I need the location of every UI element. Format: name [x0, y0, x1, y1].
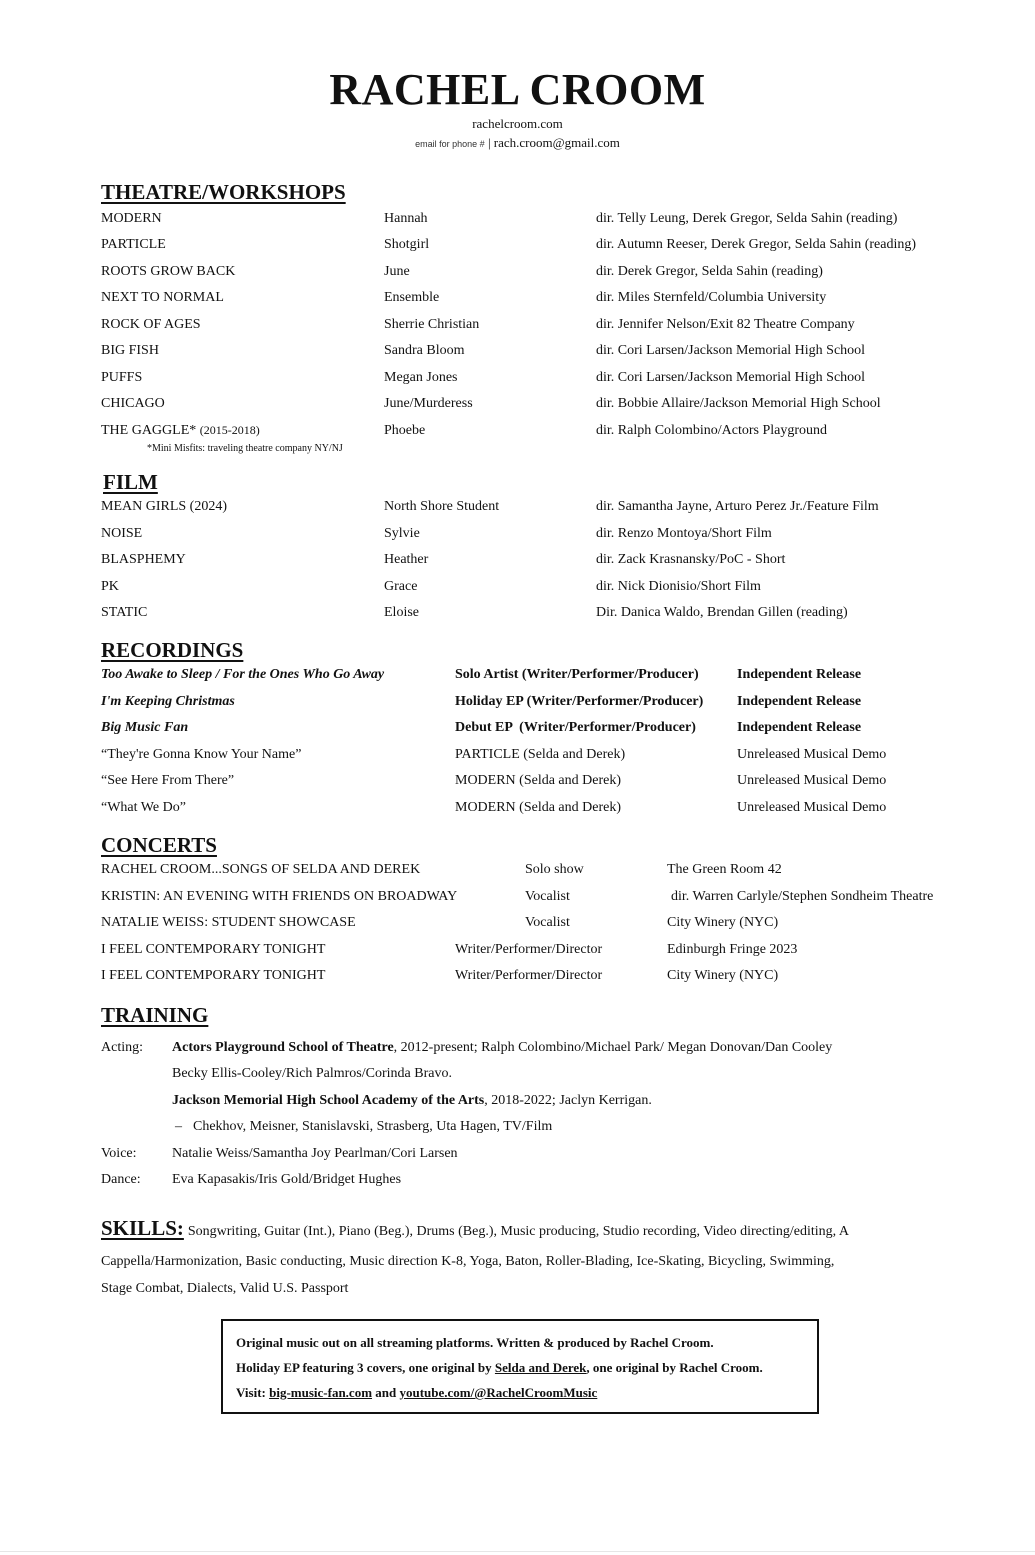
contact-line [0, 135, 1035, 151]
selda-derek-link[interactable]: Selda and Derek [494, 1360, 587, 1375]
training-acting-row [0, 1066, 1035, 1086]
theatre-director: dir. Jennifer Nelson/Exit 82 Theatre Company [596, 317, 855, 332]
concert-row [0, 968, 1035, 988]
recording-title: Too Awake to Sleep / For the Ones Who Go Away [101, 667, 385, 682]
concert-role: Writer/Performer/Director [455, 968, 603, 983]
theatre-row [0, 370, 1035, 390]
film-title: BLASPHEMY [101, 552, 186, 567]
notice-and: and [372, 1385, 400, 1400]
theatre-row [0, 264, 1035, 284]
music-notice-box [221, 1319, 819, 1414]
film-role: Heather [384, 552, 429, 567]
training-acting-row [0, 1040, 1035, 1060]
training-acting-row [0, 1093, 1035, 1113]
film-title: NOISE [101, 526, 143, 541]
film-role: North Shore Student [384, 499, 500, 514]
dance-teachers: Eva Kapasakis/Iris Gold/Bridget Hughes [172, 1172, 402, 1187]
film-row [0, 499, 1035, 519]
concert-row [0, 915, 1035, 935]
concert-title: KRISTIN: AN EVENING WITH FRIENDS ON BROADWAY [101, 889, 458, 904]
voice-teachers: Natalie Weiss/Samantha Joy Pearlman/Cori Larsen [172, 1146, 458, 1161]
notice-line-1: Original music out on all streaming platforms. Written & produced by Rachel Croom. [236, 1335, 714, 1350]
recording-release: Independent Release [737, 694, 862, 709]
theatre-role: Megan Jones [384, 370, 458, 385]
notice-line-2 [236, 1360, 763, 1376]
recording-title: “They're Gonna Know Your Name” [101, 747, 302, 762]
recording-release: Unreleased Musical Demo [737, 800, 887, 815]
big-music-fan-link[interactable]: big-music-fan.com [269, 1385, 373, 1400]
concert-venue: The Green Room 42 [667, 862, 782, 877]
acting-school-2: Jackson Memorial High School Academy of the Arts [172, 1093, 485, 1108]
concert-role: Vocalist [525, 889, 570, 904]
film-row [0, 526, 1035, 546]
notice-line-2-end: , one original by Rachel Croom. [586, 1360, 763, 1375]
acting-methods: Chekhov, Meisner, Stanislavski, Strasberg, Uta Hagen, TV/Film [193, 1119, 553, 1134]
notice-visit-label: Visit: [236, 1385, 270, 1400]
recording-release: Unreleased Musical Demo [737, 773, 887, 788]
theatre-role: Sherrie Christian [384, 317, 480, 332]
recording-title: Big Music Fan [101, 720, 189, 735]
theatre-row [0, 396, 1035, 416]
concert-row [0, 862, 1035, 882]
recording-row [0, 800, 1035, 820]
skills-text-1: Songwriting, Guitar (Int.), Piano (Beg.), Drums (Beg.), Music producing, Studio recording, Video directing/editing, A [187, 1224, 849, 1239]
recording-credit: Holiday EP (Writer/Performer/Producer) [455, 694, 704, 709]
theatre-footnote: *Mini Misfits: traveling theatre company NY/NJ [147, 443, 343, 454]
acting-detail [172, 1093, 652, 1109]
theatre-role: Hannah [384, 211, 428, 226]
film-role: Grace [384, 579, 418, 594]
notice-line-2-start: Holiday EP featuring 3 covers, one original by [236, 1360, 495, 1375]
theatre-title: PARTICLE [101, 237, 166, 252]
theatre-title: NEXT TO NORMAL [101, 290, 224, 305]
notice-line-3 [236, 1385, 597, 1401]
website-link[interactable]: rachelcroom.com [472, 116, 563, 131]
theatre-title-text: THE GAGGLE* [101, 423, 197, 438]
film-director: dir. Nick Dionisio/Short Film [596, 579, 761, 594]
film-director: dir. Samantha Jayne, Arturo Perez Jr./Feature Film [596, 499, 879, 514]
film-heading: FILM [103, 470, 158, 494]
recording-row [0, 667, 1035, 687]
theatre-role: Ensemble [384, 290, 440, 305]
skills-line-2: Cappella/Harmonization, Basic conducting, Music direction K-8, Yoga, Baton, Roller-Blading, Ice-Skating, Bicycling, Swimming, [101, 1254, 835, 1269]
resume-name: RACHEL CROOM [329, 65, 706, 114]
recordings-heading: RECORDINGS [101, 638, 244, 662]
theatre-director: dir. Derek Gregor, Selda Sahin (reading) [596, 264, 823, 279]
film-director: Dir. Danica Waldo, Brendan Gillen (reading) [596, 605, 848, 620]
theatre-role: Shotgirl [384, 237, 430, 252]
concert-venue: City Winery (NYC) [667, 915, 779, 930]
concert-role: Writer/Performer/Director [455, 942, 603, 957]
theatre-director: dir. Ralph Colombino/Actors Playground [596, 423, 827, 438]
recording-release: Independent Release [737, 667, 862, 682]
theatre-title: BIG FISH [101, 343, 159, 358]
theatre-title: CHICAGO [101, 396, 165, 411]
voice-label: Voice: [101, 1146, 137, 1161]
concert-venue: City Winery (NYC) [667, 968, 779, 983]
concert-row [0, 942, 1035, 962]
recording-title: “See Here From There” [101, 773, 235, 788]
concert-role: Vocalist [525, 915, 570, 930]
theatre-title: ROOTS GROW BACK [101, 264, 236, 279]
film-row [0, 579, 1035, 599]
theatre-row [0, 423, 1035, 443]
skills-heading: SKILLS: [101, 1216, 184, 1240]
recording-row [0, 720, 1035, 740]
recording-release: Unreleased Musical Demo [737, 747, 887, 762]
concert-venue: Edinburgh Fringe 2023 [667, 942, 798, 957]
film-role: Sylvie [384, 526, 420, 541]
acting-detail [172, 1040, 832, 1056]
theatre-title: PUFFS [101, 370, 143, 385]
theatre-title [101, 423, 260, 439]
recording-row [0, 747, 1035, 767]
theatre-director: dir. Miles Sternfeld/Columbia University [596, 290, 827, 305]
film-row [0, 605, 1035, 625]
theatre-row [0, 343, 1035, 363]
film-title: STATIC [101, 605, 148, 620]
acting-school-1-detail: , 2012-present; Ralph Colombino/Michael Park/ Megan Donovan/Dan Cooley [393, 1040, 833, 1055]
theatre-row [0, 290, 1035, 310]
phone-note: email for phone # [415, 139, 485, 149]
training-heading: TRAINING [101, 1003, 209, 1027]
concerts-heading: CONCERTS [101, 833, 217, 857]
acting-methods-dash: – [175, 1119, 182, 1134]
skills-line-3: Stage Combat, Dialects, Valid U.S. Passport [101, 1281, 349, 1296]
theatre-role: June/Murderess [384, 396, 473, 411]
training-dance-row [0, 1172, 1035, 1192]
film-role: Eloise [384, 605, 419, 620]
concert-title: NATALIE WEISS: STUDENT SHOWCASE [101, 915, 356, 930]
page-bottom-rule [0, 1551, 1035, 1552]
theatre-title: MODERN [101, 211, 162, 226]
recording-credit: Solo Artist (Writer/Performer/Producer) [455, 667, 699, 682]
recording-title: I'm Keeping Christmas [101, 694, 235, 709]
acting-teachers-cont: Becky Ellis-Cooley/Rich Palmros/Corinda Bravo. [172, 1066, 452, 1081]
training-acting-row [0, 1119, 1035, 1139]
film-title: PK [101, 579, 119, 594]
concert-title: I FEEL CONTEMPORARY TONIGHT [101, 942, 326, 957]
theatre-director: dir. Bobbie Allaire/Jackson Memorial High School [596, 396, 881, 411]
contact-separator: | [487, 135, 491, 150]
acting-school-2-detail: , 2018-2022; Jaclyn Kerrigan. [484, 1093, 652, 1108]
training-voice-row [0, 1146, 1035, 1166]
theatre-director: dir. Cori Larsen/Jackson Memorial High School [596, 343, 866, 358]
acting-school-1: Actors Playground School of Theatre [172, 1040, 394, 1055]
theatre-role: Phoebe [384, 423, 426, 438]
theatre-director: dir. Autumn Reeser, Derek Gregor, Selda Sahin (reading) [596, 237, 917, 252]
youtube-link[interactable]: youtube.com/@RachelCroomMusic [399, 1385, 598, 1400]
film-row [0, 552, 1035, 572]
acting-label: Acting: [101, 1040, 143, 1055]
email-link[interactable]: rach.croom@gmail.com [493, 135, 620, 150]
recording-release: Independent Release [737, 720, 862, 735]
film-title: MEAN GIRLS (2024) [101, 499, 227, 514]
concert-title: RACHEL CROOM...SONGS OF SELDA AND DEREK [101, 862, 421, 877]
concert-role: Solo show [525, 862, 584, 877]
recording-row [0, 694, 1035, 714]
theatre-role: Sandra Bloom [384, 343, 465, 358]
skills-line-1 [101, 1216, 849, 1241]
theatre-heading: THEATRE/WORKSHOPS [101, 180, 346, 204]
theatre-director: dir. Telly Leung, Derek Gregor, Selda Sahin (reading) [596, 211, 898, 226]
theatre-role: June [384, 264, 410, 279]
concert-row [0, 889, 1035, 909]
recording-title: “What We Do” [101, 800, 186, 815]
theatre-row [0, 211, 1035, 231]
concert-title: I FEEL CONTEMPORARY TONIGHT [101, 968, 326, 983]
recording-credit: PARTICLE (Selda and Derek) [455, 747, 626, 762]
recording-credit: MODERN (Selda and Derek) [455, 800, 622, 815]
film-director: dir. Zack Krasnansky/PoC - Short [596, 552, 786, 567]
theatre-title-years: (2015-2018) [199, 423, 260, 437]
recording-row [0, 773, 1035, 793]
theatre-row [0, 237, 1035, 257]
recording-credit: MODERN (Selda and Derek) [455, 773, 622, 788]
theatre-title: ROCK OF AGES [101, 317, 201, 332]
concert-venue: dir. Warren Carlyle/Stephen Sondheim Theatre [671, 889, 934, 904]
theatre-director: dir. Cori Larsen/Jackson Memorial High School [596, 370, 866, 385]
film-director: dir. Renzo Montoya/Short Film [596, 526, 772, 541]
theatre-row [0, 317, 1035, 337]
recording-credit: Debut EP (Writer/Performer/Producer) [455, 720, 696, 735]
dance-label: Dance: [101, 1172, 141, 1187]
